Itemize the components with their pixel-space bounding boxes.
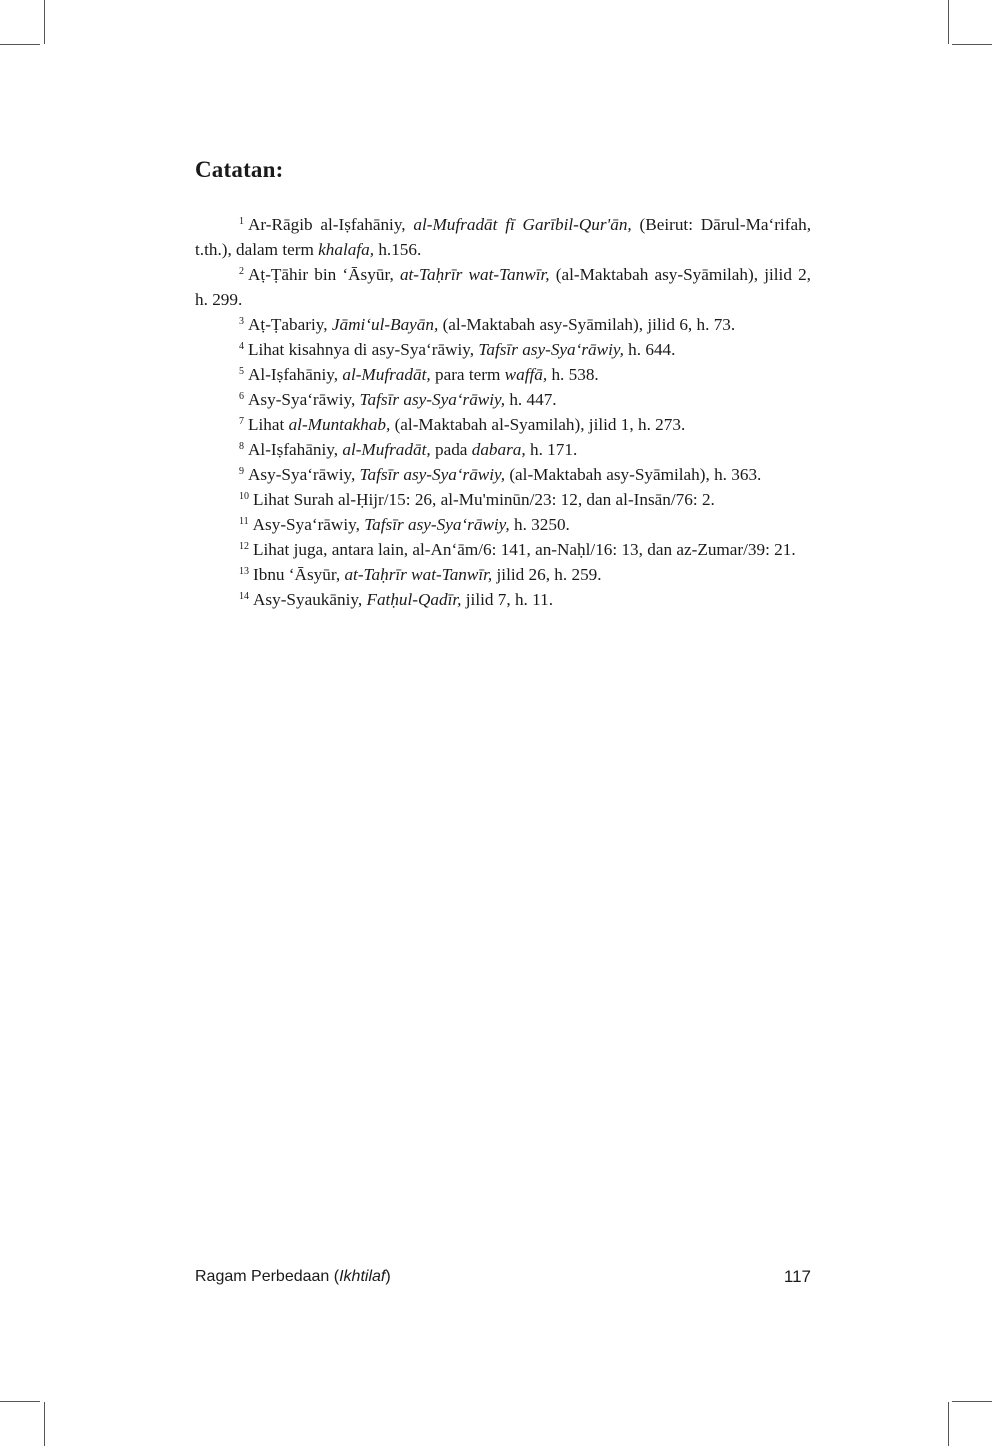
footnote-title: khalafa, (318, 240, 375, 259)
footnote-text: h. 171. (525, 440, 578, 459)
footnote-number: 13 (239, 566, 249, 577)
footnote-list (195, 212, 811, 612)
footnote-title: al-Mufradāt, (342, 365, 431, 384)
crop-mark (0, 44, 40, 45)
footnote-title: waffā, (504, 365, 548, 384)
footnote-text: jilid 7, h. 11. (461, 590, 553, 609)
footnote-text: h.156. (374, 240, 422, 259)
footnote-text: jilid 26, h. 259. (492, 565, 602, 584)
page-title: Catatan: (195, 157, 284, 182)
footnote-title: Tafsīr asy-Sya‘rāwiy, (359, 390, 506, 409)
footnote-title: Tafsīr asy-Sya‘rāwiy, (359, 465, 506, 484)
footnote-number: 14 (239, 591, 249, 602)
footnote-text: (al-Maktabah al-Syamilah), jilid 1, h. 273. (390, 415, 686, 434)
footnote-number: 9 (239, 466, 244, 477)
crop-mark (44, 0, 45, 44)
footnote-text: Ibnu ‘Āsyūr, (253, 565, 345, 584)
footnote-text: h. 644. (623, 340, 676, 359)
footnote (195, 362, 811, 387)
footnote-title: Fatḥul-Qadīr, (366, 590, 462, 609)
footnote (195, 262, 811, 312)
footnote-text: Lihat kisahnya di asy-Sya‘rāwiy, (248, 340, 479, 359)
footnote-text: pada (430, 440, 472, 459)
footnote-text: h. 447. (505, 390, 557, 409)
footnote (195, 437, 811, 462)
footnote-text: para term (430, 365, 505, 384)
footnote-title: Tafsīr asy-Sya‘rāwiy, (364, 515, 510, 534)
footnote (195, 387, 811, 412)
crop-mark (948, 1402, 949, 1446)
book-title-italic: Ikhtilaf (339, 1268, 386, 1285)
footnote (195, 587, 811, 612)
crop-mark (948, 0, 949, 44)
footnote-text: h. 538. (547, 365, 599, 384)
footnote-title: Tafsīr asy-Sya‘rāwiy, (478, 340, 624, 359)
crop-mark (952, 1401, 992, 1402)
footnote-number: 11 (239, 516, 249, 527)
footnote-text: (al-Maktabah asy-Syāmilah), jilid 2, h. 299. (195, 265, 811, 309)
footnote-text: Al-Iṣfahāniy, (248, 440, 343, 459)
running-footer (195, 1268, 391, 1286)
footnote-number: 6 (239, 391, 244, 402)
book-title-close: ) (385, 1268, 391, 1285)
footnote-title: al-Muntakhab, (288, 415, 391, 434)
footnote-text: Aṭ-Ṭāhir bin ‘Āsyūr, (248, 265, 400, 284)
footnote-number: 4 (239, 341, 244, 352)
footnote-text: Lihat juga, antara lain, al-An‘ām/6: 141, an-Naḥl/16: 13, dan az-Zumar/39: 21. (253, 540, 796, 559)
footnote-number: 7 (239, 416, 244, 427)
footnote (195, 462, 811, 487)
footnote-text: (Beirut: Dārul-Ma‘rifah, t.th.), dalam term (195, 215, 811, 259)
footnote (195, 212, 811, 262)
footnote-text: Asy-Sya‘rāwiy, (248, 390, 360, 409)
crop-mark (44, 1402, 45, 1446)
footnote-number: 5 (239, 366, 244, 377)
footnote (195, 512, 811, 537)
footnote-text: Asy-Sya‘rāwiy, (252, 515, 365, 534)
footnote-text: Aṭ-Ṭabariy, (248, 315, 332, 334)
footnote-number: 8 (239, 441, 244, 452)
footnote-text: h. 3250. (509, 515, 570, 534)
footnote-number: 2 (239, 266, 244, 277)
crop-mark (0, 1401, 40, 1402)
footnote-text: Lihat Surah al-Ḥijr/15: 26, al-Mu'minūn/23: 12, dan al-Insān/76: 2. (253, 490, 715, 509)
footnote-text: (al-Maktabah asy-Syāmilah), h. 363. (505, 465, 762, 484)
footnote-title: at-Taḥrīr wat-Tanwīr, (344, 565, 493, 584)
footnote-title: Jāmi‘ul-Bayān, (331, 315, 439, 334)
footnote-title: al-Mufradāt fī Garībil-Qur'ān, (413, 215, 632, 234)
footnote-number: 1 (239, 216, 244, 227)
footnote (195, 412, 811, 437)
footnote (195, 562, 811, 587)
footnote-number: 3 (239, 316, 244, 327)
footnote-title: al-Mufradāt, (342, 440, 431, 459)
footnote (195, 312, 811, 337)
footnote (195, 487, 811, 512)
footnote-title: at-Taḥrīr wat-Tanwīr, (399, 265, 550, 284)
crop-mark (952, 44, 992, 45)
footnote-number: 12 (239, 541, 249, 552)
footnote-text: Asy-Sya‘rāwiy, (248, 465, 360, 484)
footnote-text: Asy-Syaukāniy, (253, 590, 367, 609)
footnote-number: 10 (239, 491, 249, 502)
footnote (195, 537, 811, 562)
footnote-text: Al-Iṣfahāniy, (248, 365, 343, 384)
footnote (195, 337, 811, 362)
book-title: Ragam Perbedaan ( (195, 1268, 340, 1285)
footnote-text: Ar-Rāgib al-Iṣfahāniy, (248, 215, 414, 234)
footnote-text: (al-Maktabah asy-Syāmilah), jilid 6, h. 73. (438, 315, 736, 334)
footnote-text: Lihat (248, 415, 289, 434)
footnote-title: dabara, (471, 440, 526, 459)
page-number: 117 (783, 1267, 811, 1286)
